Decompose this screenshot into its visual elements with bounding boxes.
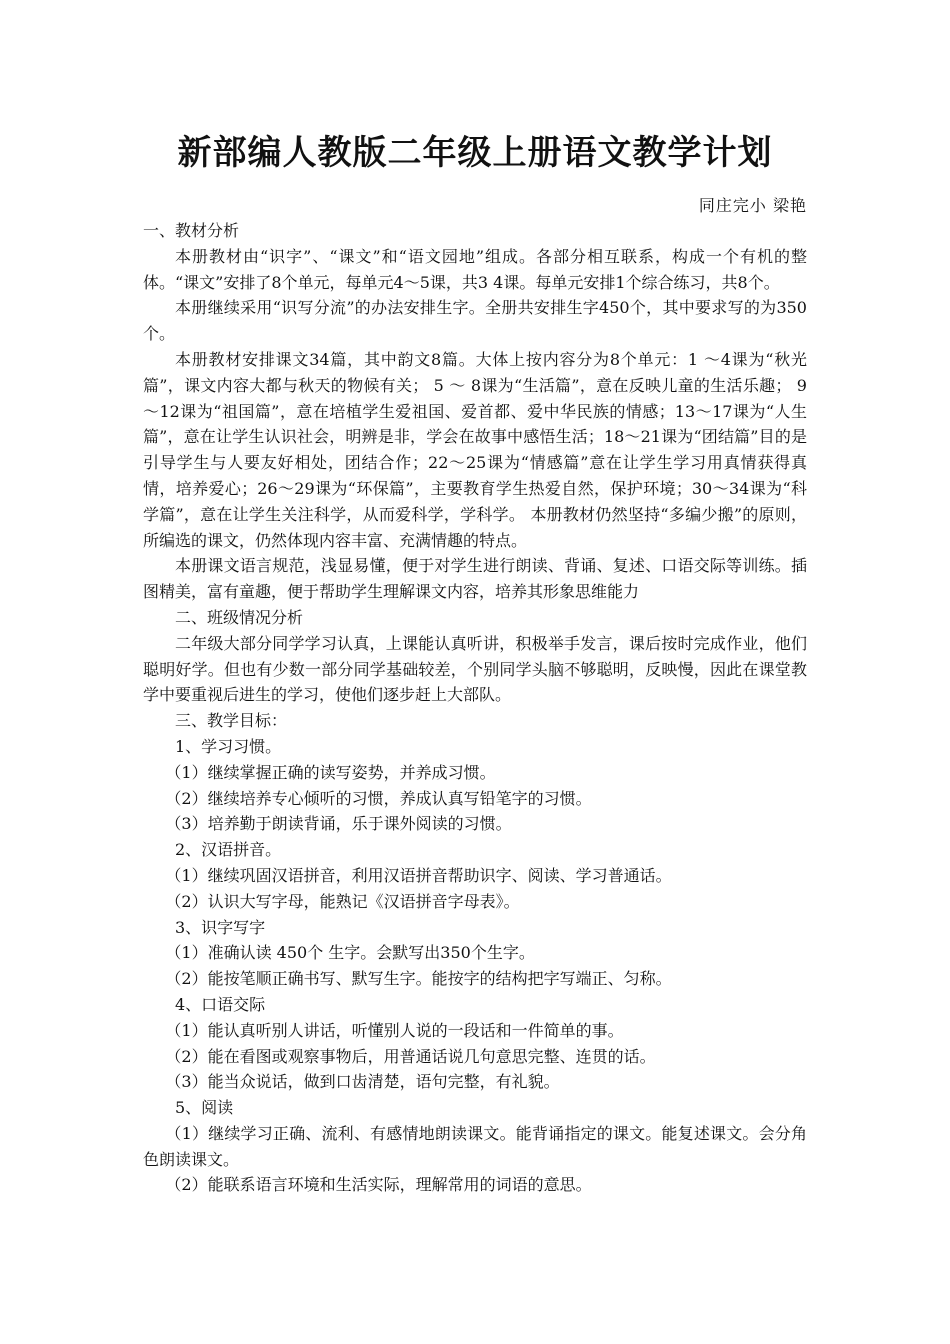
document-body <box>143 218 807 1198</box>
body-paragraph: 本册课文语言规范，浅显易懂，便于对学生进行朗读、背诵、复述、口语交际等训练。插图精美，富有童趣，便于帮助学生理解课文内容，培养其形象思维能力 <box>143 556 807 602</box>
body-paragraph: 二年级大部分同学学习认真，上课能认真听讲，积极举手发言，课后按时完成作业，他们聪明好学。但也有少数一部分同学基础较差，个别同学头脑不够聪明，反映慢，因此在课堂教学中要重视后进生的学习，使他们逐步赶上大部队。 <box>143 633 807 705</box>
list-item: （2）能联系语言环境和生活实际，理解常用的词语的意思。 <box>165 1175 592 1195</box>
list-item: （1）能认真听别人讲话，听懂别人说的一段话和一件简单的事。 <box>165 1020 624 1040</box>
list-item: （2）能按笔顺正确书写、默写生字。能按字的结构把字写端正、匀称。 <box>165 969 672 989</box>
section-heading: 一、教材分析 <box>143 221 240 240</box>
body-paragraph: 本册教材由“识字”、“课文”和“语文园地”组成。各部分相互联系，构成一个有机的整体。“课文”安排了8个单元，每单元4～5课，共3 4课。每单元安排1个综合练习，共8个。 <box>143 246 807 292</box>
list-item: （1）继续掌握正确的读写姿势，并养成习惯。 <box>165 762 496 782</box>
subsection-heading: 3、识字写字 <box>175 917 266 937</box>
subsection-heading: 2、汉语拼音。 <box>175 840 282 860</box>
list-item: （3）培养勤于朗读背诵，乐于课外阅读的习惯。 <box>165 814 512 834</box>
list-item: （2）认识大写字母，能熟记《汉语拼音字母表》。 <box>165 891 520 911</box>
list-item: （1）准确认读 450个 生字。会默写出350个生字。 <box>165 943 535 963</box>
subsection-heading: 5、阅读 <box>175 1098 234 1118</box>
list-item: （3）能当众说话，做到口齿清楚，语句完整，有礼貌。 <box>165 1072 560 1092</box>
list-item: （2）继续培养专心倾听的习惯，养成认真写铅笔字的习惯。 <box>165 788 592 808</box>
list-item: （1）继续巩固汉语拼音，利用汉语拼音帮助识字、阅读、学习普通话。 <box>165 865 672 885</box>
section-heading: 二、班级情况分析 <box>175 607 304 627</box>
list-item: （1）继续学习正确、流利、有感情地朗读课文。能背诵指定的课文。能复述课文。会分角色朗读课文。 <box>143 1123 807 1169</box>
document-title: 新部编人教版二年级上册语文教学计划 <box>177 133 773 173</box>
body-paragraph: 本册继续采用“识写分流”的办法安排生字。全册共安排生字450个，其中要求写的为350个。 <box>143 298 807 344</box>
section-heading: 三、教学目标： <box>175 711 288 731</box>
list-item: （2）能在看图或观察事物后，用普通话说几句意思完整、连贯的话。 <box>165 1046 656 1066</box>
subsection-heading: 4、口语交际 <box>175 994 266 1014</box>
document-author: 同庄完小 梁艳 <box>698 196 807 215</box>
subsection-heading: 1、学习习惯。 <box>175 736 282 756</box>
body-paragraph: 本册教材安排课文34篇，其中韵文8篇。大体上按内容分为8个单元：1 ～4课为“秋光篇”，课文内容大都与秋天的物候有关； 5 ～ 8课为“生活篇”，意在反映儿童的生活乐趣； 9 ～12课为“祖国篇”，意在培植学生爱祖国、爱首都、爱中华民族的情感；13～17课为“人生篇”，意在让学生认识社会，明辨是非，学会在故事中感悟生活；18～21课为“团结篇”目的是引导学生与人要友好相处，团结合作；22～25课为“情感篇”意在让学生学习用真情获得真情，培养爱心；26～29课为“环保篇”，主要教育学生热爱自然，保护环境；30～34课为“科学篇”，意在让学生关注科学，从而爱科学，学科学。 本册教材仍然坚持“多编少搬”的原则，所编选的课文，仍然体现内容丰富、充满情趣的特点。 <box>143 349 807 550</box>
